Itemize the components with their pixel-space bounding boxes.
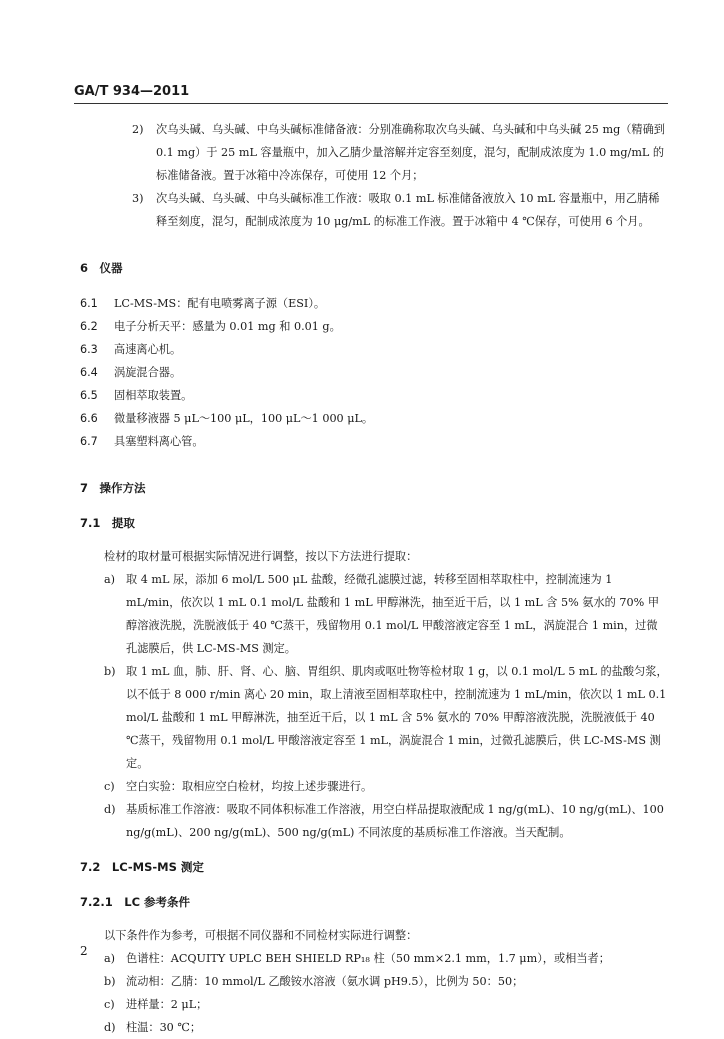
list-item <box>80 775 668 798</box>
sub-item-number: 2) <box>132 123 144 136</box>
item-number: 6.6 <box>80 412 98 425</box>
page-content <box>80 118 668 1039</box>
item-text: 流动相：乙腈：10 mmol/L 乙酸铵水溶液（氨水调 pH9.5），比例为 50：50； <box>126 975 524 988</box>
item-text: 高速离心机。 <box>114 343 182 356</box>
section-7-1-intro: 检材的取材量可根据实际情况进行调整，按以下方法进行提取： <box>104 550 418 563</box>
item-letter: b) <box>104 665 116 678</box>
item-text: 电子分析天平：感量为 0.01 mg 和 0.01 g。 <box>114 320 341 333</box>
list-item <box>80 407 668 430</box>
item-letter: b) <box>104 975 116 988</box>
item-number: 6.2 <box>80 320 98 333</box>
item-text: 涡旋混合器。 <box>114 366 182 379</box>
item-letter: c) <box>104 780 115 793</box>
section-7-2-heading: 7.2 LC-MS-MS 测定 <box>80 860 204 874</box>
section-7-heading: 7 操作方法 <box>80 481 146 495</box>
list-item <box>80 430 668 453</box>
sub-item-3 <box>80 187 668 233</box>
sub-item-number: 3) <box>132 192 144 205</box>
item-letter: a) <box>104 573 116 586</box>
list-item <box>80 798 668 844</box>
item-letter: d) <box>104 1021 116 1034</box>
item-text: 取 4 mL 尿，添加 6 mol/L 500 μL 盐酸，经微孔滤膜过滤，转移至固相萃取柱中，控制流速为 1 mL/min，依次以 1 mL 0.1 mol/L 盐酸和 1 mL 甲醇淋洗，抽至近干后，以 1 mL 含 5% 氨水的 70% 甲醇溶液洗脱，洗脱液低于 40 ℃蒸干，残留物用 0.1 mol/L 甲酸溶液定容至 1 mL，涡旋混合 1 min，过微孔滤膜后，供 LC-MS-MS 测定。 <box>126 573 660 655</box>
item-text: LC-MS-MS：配有电喷雾离子源（ESI）。 <box>114 297 326 310</box>
sub-item-text: 次乌头碱、乌头碱、中乌头碱标准工作液：吸取 0.1 mL 标准储备液放入 10 mL 容量瓶中，用乙腈稀释至刻度，混匀，配制成浓度为 10 μg/mL 的标准工作液。置于冰箱中 4 ℃保存，可使用 6 个月。 <box>156 192 660 228</box>
item-letter: d) <box>104 803 116 816</box>
list-item <box>80 1016 668 1039</box>
section-7-2-1-intro: 以下条件作为参考，可根据不同仪器和不同检材实际进行调整： <box>104 929 418 942</box>
item-text: 微量移液器 5 μL～100 μL，100 μL～1 000 μL。 <box>114 412 374 425</box>
list-item <box>80 315 668 338</box>
item-number: 6.3 <box>80 343 98 356</box>
item-number: 6.4 <box>80 366 98 379</box>
item-text: 固相萃取装置。 <box>114 389 193 402</box>
item-letter: c) <box>104 998 115 1011</box>
section-6-heading: 6 仪器 <box>80 261 123 275</box>
list-item <box>80 947 668 970</box>
item-text: 具塞塑料离心管。 <box>114 435 204 448</box>
item-text: 基质标准工作溶液：吸取不同体积标准工作溶液，用空白样品提取液配成 1 ng/g(mL)、10 ng/g(mL)、100 ng/g(mL)、200 ng/g(mL)、500 ng/g(mL) 不同浓度的基质标准工作溶液。当天配制。 <box>126 803 664 839</box>
section-7-1-heading: 7.1 提取 <box>80 516 135 530</box>
header-rule <box>74 103 668 104</box>
item-number: 6.1 <box>80 297 98 310</box>
list-item <box>80 970 668 993</box>
list-item <box>80 292 668 315</box>
item-text: 空白实验：取相应空白检材，均按上述步骤进行。 <box>126 780 373 793</box>
sub-item-2 <box>80 118 668 187</box>
page-number: 2 <box>80 944 88 958</box>
list-item <box>80 384 668 407</box>
item-number: 6.7 <box>80 435 98 448</box>
item-letter: a) <box>104 952 116 965</box>
section-6-list <box>80 292 668 453</box>
list-item <box>80 338 668 361</box>
item-text: 取 1 mL 血，肺、肝、肾、心、脑、胃组织、肌肉或呕吐物等检材取 1 g，以 0.1 mol/L 5 mL 的盐酸匀浆，以不低于 8 000 r/min 离心 20 min，取上清液至固相萃取柱中，控制流速为 1 mL/min，依次以 1 mL 0.1 mol/L 盐酸和 1 mL 甲醇淋洗，抽至近干后，以 1 mL 含 5% 氨水的 70% 甲醇溶液洗脱，洗脱液低于 40 ℃蒸干，残留物用 0.1 mol/L 甲酸溶液定容至 1 mL，涡旋混合 1 min，过微孔滤膜后，供 LC-MS-MS 测定。 <box>126 665 668 770</box>
item-number: 6.5 <box>80 389 98 402</box>
sub-item-text: 次乌头碱、乌头碱、中乌头碱标准储备液：分别准确称取次乌头碱、乌头碱和中乌头碱 25 mg（精确到 0.1 mg）于 25 mL 容量瓶中，加入乙腈少量溶解并定容至刻度，混匀，配制成浓度为 1.0 mg/mL 的标准储备液。置于冰箱中冷冻保存，可使用 12 个月； <box>156 123 665 182</box>
list-item <box>80 568 668 660</box>
list-item <box>80 660 668 775</box>
document-id: GA/T 934—2011 <box>74 84 190 99</box>
item-text: 柱温：30 ℃； <box>126 1021 202 1034</box>
section-7-2-1-heading: 7.2.1 LC 参考条件 <box>80 895 191 909</box>
item-text: 色谱柱：ACQUITY UPLC BEH SHIELD RP₁₈ 柱（50 mm×2.1 mm，1.7 μm），或相当者； <box>126 952 610 965</box>
list-item <box>80 993 668 1016</box>
item-text: 进样量：2 μL； <box>126 998 208 1011</box>
list-item <box>80 361 668 384</box>
